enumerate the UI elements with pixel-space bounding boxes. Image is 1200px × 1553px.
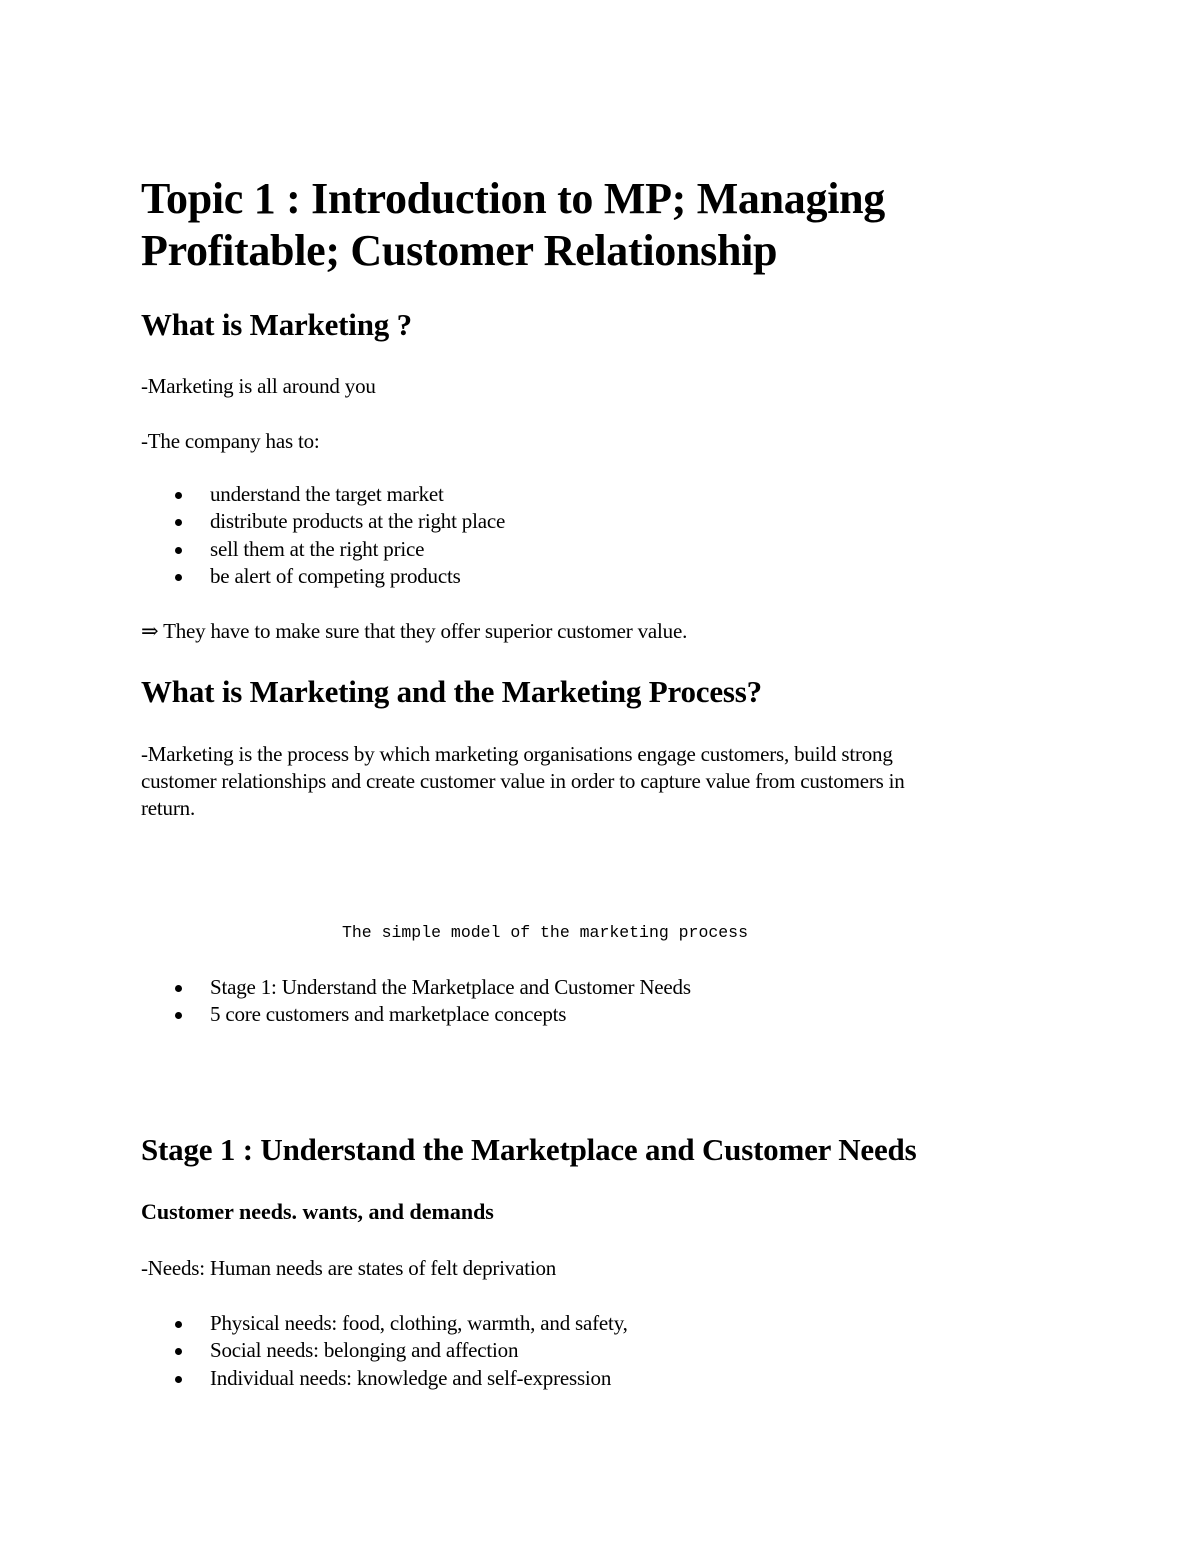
section-heading-marketing-process: What is Marketing and the Marketing Process?	[141, 674, 762, 709]
list-item	[141, 1365, 628, 1392]
marketing-process-list	[141, 974, 691, 1029]
list-item-text: Individual needs: knowledge and self-expression	[210, 1365, 612, 1390]
paragraph-definition-line-1: -Marketing is the process by which marketing organisations engage customers, build strong	[141, 742, 893, 766]
paragraph-company-has-to: -The company has to:	[141, 429, 320, 453]
list-item	[141, 974, 691, 1001]
bullet-icon	[175, 574, 182, 581]
subheading-needs-wants-demands: Customer needs. wants, and demands	[141, 1199, 494, 1224]
list-item	[141, 536, 505, 563]
list-item-text: Physical needs: food, clothing, warmth, and safety,	[210, 1311, 628, 1335]
list-item-text: Social needs: belonging and affection	[210, 1338, 519, 1363]
bullet-icon	[175, 519, 182, 526]
paragraph-marketing-all-around: -Marketing is all around you	[141, 374, 376, 398]
bullet-icon	[175, 1376, 182, 1383]
list-item	[141, 1310, 628, 1337]
list-item-text: distribute products at the right place	[210, 509, 506, 534]
document-title-line-2: Profitable; Customer Relationship	[141, 226, 778, 275]
bullet-icon	[175, 985, 182, 992]
list-item-text: Stage 1: Understand the Marketplace and Customer Needs	[210, 975, 691, 999]
list-item	[141, 481, 505, 508]
list-item	[141, 508, 505, 535]
section-heading-what-is-marketing: What is Marketing ?	[141, 307, 412, 342]
section-heading-stage-1: Stage 1 : Understand the Marketplace and Customer Needs	[141, 1132, 917, 1167]
bullet-icon	[175, 492, 182, 499]
document-title-line-1: Topic 1 : Introduction to MP; Managing	[141, 174, 885, 223]
figure-caption: The simple model of the marketing process	[342, 923, 748, 942]
paragraph-superior-value: ⇒ They have to make sure that they offer superior customer value.	[141, 619, 688, 643]
paragraph-definition-line-3: return.	[141, 796, 195, 820]
bullet-icon	[175, 1348, 182, 1355]
company-tasks-list	[141, 481, 505, 590]
list-item	[141, 1001, 691, 1028]
bullet-icon	[175, 547, 182, 554]
list-item-text: sell them at the right price	[210, 536, 425, 561]
paragraph-needs-definition: -Needs: Human needs are states of felt deprivation	[141, 1256, 557, 1280]
needs-types-list	[141, 1310, 628, 1392]
list-item-text: understand the target market	[210, 482, 444, 506]
bullet-icon	[175, 1012, 182, 1019]
list-item-text: 5 core customers and marketplace concepts	[210, 1002, 567, 1027]
list-item	[141, 1337, 628, 1364]
list-item-text: be alert of competing products	[210, 563, 461, 588]
bullet-icon	[175, 1321, 182, 1328]
paragraph-definition-line-2: customer relationships and create customer value in order to capture value from customers in	[141, 769, 905, 793]
list-item	[141, 563, 505, 590]
